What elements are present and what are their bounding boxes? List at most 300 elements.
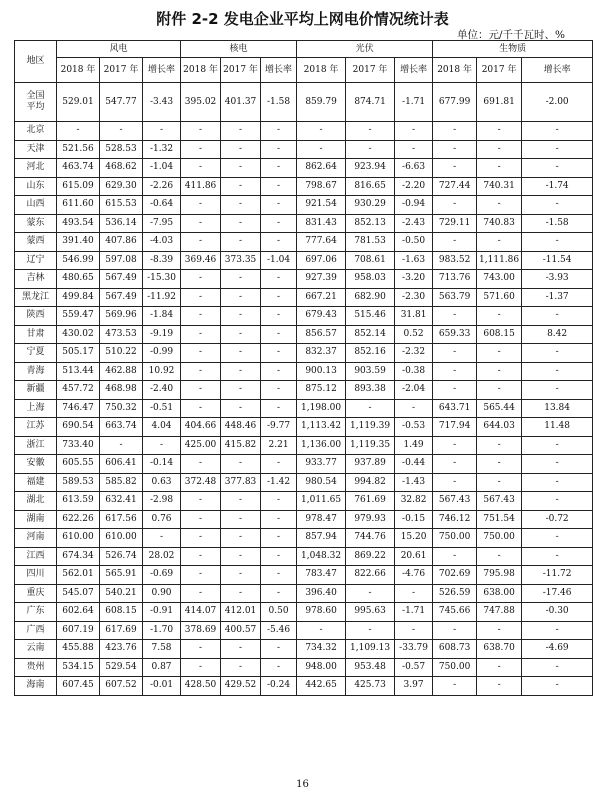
subheader-2018: 2018 年 xyxy=(433,58,477,83)
value-cell: - xyxy=(522,473,593,492)
value-cell: - xyxy=(346,584,395,603)
value-cell: - xyxy=(261,455,297,474)
value-cell: - xyxy=(261,270,297,289)
value-cell: - xyxy=(477,436,522,455)
value-cell: 632.41 xyxy=(100,492,143,511)
value-cell: 832.37 xyxy=(297,344,346,363)
value-cell: -9.77 xyxy=(261,418,297,437)
region-cell: 山东 xyxy=(15,177,57,196)
value-cell: - xyxy=(181,140,221,159)
value-cell: 663.74 xyxy=(100,418,143,437)
value-cell: - xyxy=(522,196,593,215)
value-cell: -1.58 xyxy=(261,83,297,122)
value-cell: - xyxy=(477,658,522,677)
value-cell: 455.88 xyxy=(57,640,100,659)
value-cell: - xyxy=(433,140,477,159)
region-cell: 甘肃 xyxy=(15,325,57,344)
region-cell: 河南 xyxy=(15,529,57,548)
value-cell: - xyxy=(221,510,261,529)
value-cell: -0.57 xyxy=(395,658,433,677)
value-cell: - xyxy=(221,159,261,178)
value-cell: - xyxy=(522,492,593,511)
value-cell: 679.43 xyxy=(297,307,346,326)
value-cell: 565.44 xyxy=(477,399,522,418)
table-row xyxy=(15,677,593,696)
price-table xyxy=(14,40,593,696)
value-cell: 468.62 xyxy=(100,159,143,178)
value-cell: - xyxy=(522,381,593,400)
table-row xyxy=(15,233,593,252)
value-cell: 933.77 xyxy=(297,455,346,474)
value-cell: 708.61 xyxy=(346,251,395,270)
value-cell: 629.30 xyxy=(100,177,143,196)
value-cell: 995.63 xyxy=(346,603,395,622)
value-cell: - xyxy=(261,492,297,511)
value-cell: - xyxy=(143,122,181,141)
value-cell: 526.74 xyxy=(100,547,143,566)
value-cell: - xyxy=(181,362,221,381)
value-cell: - xyxy=(261,196,297,215)
value-cell: 607.45 xyxy=(57,677,100,696)
value-cell: -1.84 xyxy=(143,307,181,326)
value-cell: 529.54 xyxy=(100,658,143,677)
value-cell: 615.09 xyxy=(57,177,100,196)
value-cell: - xyxy=(433,362,477,381)
value-cell: 468.98 xyxy=(100,381,143,400)
value-cell: 529.01 xyxy=(57,83,100,122)
value-cell: - xyxy=(221,122,261,141)
value-cell: - xyxy=(181,196,221,215)
value-cell: - xyxy=(221,547,261,566)
value-cell: - xyxy=(297,122,346,141)
value-cell: - xyxy=(181,325,221,344)
value-cell: - xyxy=(433,621,477,640)
value-cell: 869.22 xyxy=(346,547,395,566)
value-cell: - xyxy=(261,658,297,677)
table-row xyxy=(15,658,593,677)
region-cell: 安徽 xyxy=(15,455,57,474)
value-cell: 611.60 xyxy=(57,196,100,215)
value-cell: - xyxy=(522,233,593,252)
value-cell: - xyxy=(221,362,261,381)
value-cell: 1,048.32 xyxy=(297,547,346,566)
value-cell: - xyxy=(433,196,477,215)
value-cell: 816.65 xyxy=(346,177,395,196)
value-cell: 423.76 xyxy=(100,640,143,659)
value-cell: - xyxy=(181,381,221,400)
value-cell: - xyxy=(477,140,522,159)
value-cell: 567.43 xyxy=(433,492,477,511)
value-cell: -6.63 xyxy=(395,159,433,178)
value-cell: - xyxy=(181,658,221,677)
table-row xyxy=(15,159,593,178)
value-cell: -5.46 xyxy=(261,621,297,640)
value-cell: -9.19 xyxy=(143,325,181,344)
region-cell: 吉林 xyxy=(15,270,57,289)
region-cell: 辽宁 xyxy=(15,251,57,270)
region-cell: 广东 xyxy=(15,603,57,622)
value-cell: - xyxy=(522,140,593,159)
value-cell: 540.21 xyxy=(100,584,143,603)
value-cell: 798.67 xyxy=(297,177,346,196)
value-cell: 0.52 xyxy=(395,325,433,344)
value-cell: 729.11 xyxy=(433,214,477,233)
value-cell: 1,011.65 xyxy=(297,492,346,511)
value-cell: 0.76 xyxy=(143,510,181,529)
value-cell: 1,119.39 xyxy=(346,418,395,437)
value-cell: 690.54 xyxy=(57,418,100,437)
value-cell: 875.12 xyxy=(297,381,346,400)
value-cell: - xyxy=(261,177,297,196)
value-cell: -3.93 xyxy=(522,270,593,289)
value-cell: 513.44 xyxy=(57,362,100,381)
value-cell: - xyxy=(221,344,261,363)
value-cell: 0.87 xyxy=(143,658,181,677)
region-cell: 河北 xyxy=(15,159,57,178)
value-cell: 859.79 xyxy=(297,83,346,122)
table-row xyxy=(15,381,593,400)
value-cell: 747.88 xyxy=(477,603,522,622)
value-cell: - xyxy=(522,547,593,566)
value-cell: 411.86 xyxy=(181,177,221,196)
value-cell: 750.00 xyxy=(433,529,477,548)
value-cell: 602.64 xyxy=(57,603,100,622)
value-cell: 526.59 xyxy=(433,584,477,603)
value-cell: 783.47 xyxy=(297,566,346,585)
value-cell: -2.32 xyxy=(395,344,433,363)
value-cell: 563.79 xyxy=(433,288,477,307)
value-cell: 0.90 xyxy=(143,584,181,603)
value-cell: -2.20 xyxy=(395,177,433,196)
value-cell: - xyxy=(181,584,221,603)
value-cell: -1.63 xyxy=(395,251,433,270)
value-cell: 744.76 xyxy=(346,529,395,548)
value-cell: 874.71 xyxy=(346,83,395,122)
value-cell: - xyxy=(221,584,261,603)
value-cell: - xyxy=(261,529,297,548)
value-cell: 510.22 xyxy=(100,344,143,363)
table-row xyxy=(15,251,593,270)
value-cell: - xyxy=(297,140,346,159)
table-row xyxy=(15,566,593,585)
region-cell: 浙江 xyxy=(15,436,57,455)
value-cell: 457.72 xyxy=(57,381,100,400)
value-cell: - xyxy=(261,640,297,659)
value-cell: - xyxy=(297,621,346,640)
value-cell: - xyxy=(261,214,297,233)
value-cell: - xyxy=(395,399,433,418)
value-cell: -0.91 xyxy=(143,603,181,622)
value-cell: 667.21 xyxy=(297,288,346,307)
value-cell: 638.00 xyxy=(477,584,522,603)
value-cell: - xyxy=(221,214,261,233)
value-cell: - xyxy=(221,658,261,677)
value-cell: 927.39 xyxy=(297,270,346,289)
value-cell: 617.69 xyxy=(100,621,143,640)
table-row xyxy=(15,307,593,326)
value-cell: 1,111.86 xyxy=(477,251,522,270)
value-cell: - xyxy=(181,233,221,252)
value-cell: 740.83 xyxy=(477,214,522,233)
value-cell: 401.37 xyxy=(221,83,261,122)
value-cell: - xyxy=(261,288,297,307)
value-cell: - xyxy=(221,529,261,548)
value-cell: -0.24 xyxy=(261,677,297,696)
value-cell: 1,198.00 xyxy=(297,399,346,418)
value-cell: 750.00 xyxy=(477,529,522,548)
region-cell: 全国 平均 xyxy=(15,83,57,122)
value-cell: 31.81 xyxy=(395,307,433,326)
value-cell: - xyxy=(522,658,593,677)
value-cell: - xyxy=(346,140,395,159)
value-cell: -2.40 xyxy=(143,381,181,400)
value-cell: - xyxy=(261,344,297,363)
value-cell: -0.94 xyxy=(395,196,433,215)
value-cell: - xyxy=(522,122,593,141)
value-cell: - xyxy=(522,159,593,178)
value-cell: 597.08 xyxy=(100,251,143,270)
value-cell: 923.94 xyxy=(346,159,395,178)
value-cell: 644.03 xyxy=(477,418,522,437)
value-cell: 610.00 xyxy=(57,529,100,548)
value-cell: 983.52 xyxy=(433,251,477,270)
value-cell: 378.69 xyxy=(181,621,221,640)
value-cell: 856.57 xyxy=(297,325,346,344)
value-cell: 903.59 xyxy=(346,362,395,381)
value-cell: - xyxy=(522,307,593,326)
value-cell: - xyxy=(395,140,433,159)
value-cell: 930.29 xyxy=(346,196,395,215)
value-cell: -3.43 xyxy=(143,83,181,122)
value-cell: -1.58 xyxy=(522,214,593,233)
value-cell: 862.64 xyxy=(297,159,346,178)
value-cell: -0.44 xyxy=(395,455,433,474)
value-cell: 682.90 xyxy=(346,288,395,307)
value-cell: - xyxy=(433,122,477,141)
value-cell: 493.54 xyxy=(57,214,100,233)
page-title: 附件 2-2 发电企业平均上网电价情况统计表 xyxy=(156,10,449,28)
value-cell: -1.37 xyxy=(522,288,593,307)
value-cell: 852.16 xyxy=(346,344,395,363)
value-cell: -3.20 xyxy=(395,270,433,289)
value-cell: - xyxy=(522,362,593,381)
value-cell: - xyxy=(395,584,433,603)
table-row xyxy=(15,362,593,381)
value-cell: - xyxy=(261,325,297,344)
value-cell: - xyxy=(477,362,522,381)
table-row xyxy=(15,177,593,196)
value-cell: - xyxy=(433,547,477,566)
value-cell: 559.47 xyxy=(57,307,100,326)
value-cell: 659.33 xyxy=(433,325,477,344)
value-cell: -4.76 xyxy=(395,566,433,585)
table-row xyxy=(15,584,593,603)
value-cell: - xyxy=(522,436,593,455)
subheader-2017: 2017 年 xyxy=(100,58,143,83)
value-cell: - xyxy=(346,122,395,141)
value-cell: - xyxy=(181,455,221,474)
value-cell: 733.40 xyxy=(57,436,100,455)
value-cell: - xyxy=(477,621,522,640)
value-cell: - xyxy=(261,362,297,381)
region-cell: 四川 xyxy=(15,566,57,585)
value-cell: -2.26 xyxy=(143,177,181,196)
value-cell: 607.19 xyxy=(57,621,100,640)
value-cell: - xyxy=(181,344,221,363)
value-cell: 978.60 xyxy=(297,603,346,622)
value-cell: 567.43 xyxy=(477,492,522,511)
value-cell: 691.81 xyxy=(477,83,522,122)
subheader-growth: 增长率 xyxy=(143,58,181,83)
value-cell: 8.42 xyxy=(522,325,593,344)
value-cell: -1.04 xyxy=(261,251,297,270)
value-cell: - xyxy=(221,307,261,326)
value-cell: - xyxy=(477,381,522,400)
value-cell: 515.46 xyxy=(346,307,395,326)
value-cell: 13.84 xyxy=(522,399,593,418)
table-row xyxy=(15,492,593,511)
value-cell: -0.72 xyxy=(522,510,593,529)
value-cell: 677.99 xyxy=(433,83,477,122)
value-cell: - xyxy=(261,566,297,585)
value-cell: - xyxy=(477,473,522,492)
value-cell: 415.82 xyxy=(221,436,261,455)
value-cell: -33.79 xyxy=(395,640,433,659)
value-cell: 372.48 xyxy=(181,473,221,492)
value-cell: - xyxy=(143,436,181,455)
region-cell: 宁夏 xyxy=(15,344,57,363)
region-cell: 江苏 xyxy=(15,418,57,437)
value-cell: - xyxy=(181,399,221,418)
value-cell: -0.53 xyxy=(395,418,433,437)
value-cell: - xyxy=(395,621,433,640)
value-cell: 937.89 xyxy=(346,455,395,474)
value-cell: - xyxy=(221,399,261,418)
value-cell: 0.50 xyxy=(261,603,297,622)
value-cell: -1.70 xyxy=(143,621,181,640)
value-cell: - xyxy=(181,510,221,529)
value-cell: 702.69 xyxy=(433,566,477,585)
region-cell: 云南 xyxy=(15,640,57,659)
value-cell: -0.50 xyxy=(395,233,433,252)
value-cell: - xyxy=(57,122,100,141)
value-cell: - xyxy=(433,307,477,326)
value-cell: 0.63 xyxy=(143,473,181,492)
value-cell: 857.94 xyxy=(297,529,346,548)
value-cell: 900.13 xyxy=(297,362,346,381)
value-cell: 795.98 xyxy=(477,566,522,585)
value-cell: - xyxy=(221,381,261,400)
value-cell: - xyxy=(261,122,297,141)
value-cell: - xyxy=(261,140,297,159)
table-row xyxy=(15,140,593,159)
value-cell: 745.66 xyxy=(433,603,477,622)
value-cell: 528.53 xyxy=(100,140,143,159)
value-cell: - xyxy=(522,621,593,640)
value-cell: 638.70 xyxy=(477,640,522,659)
value-cell: - xyxy=(221,455,261,474)
value-cell: -0.51 xyxy=(143,399,181,418)
value-cell: - xyxy=(221,196,261,215)
value-cell: 521.56 xyxy=(57,140,100,159)
header-region: 地区 xyxy=(15,41,57,83)
value-cell: - xyxy=(477,344,522,363)
value-cell: 713.76 xyxy=(433,270,477,289)
subheader-2018: 2018 年 xyxy=(297,58,346,83)
value-cell: 615.53 xyxy=(100,196,143,215)
value-cell: -7.95 xyxy=(143,214,181,233)
table-row xyxy=(15,603,593,622)
value-cell: 569.96 xyxy=(100,307,143,326)
value-cell: 3.97 xyxy=(395,677,433,696)
value-cell: - xyxy=(261,381,297,400)
value-cell: -2.00 xyxy=(522,83,593,122)
value-cell: -2.30 xyxy=(395,288,433,307)
value-cell: 761.69 xyxy=(346,492,395,511)
value-cell: - xyxy=(433,344,477,363)
value-cell: - xyxy=(433,233,477,252)
value-cell: -4.69 xyxy=(522,640,593,659)
value-cell: 425.73 xyxy=(346,677,395,696)
value-cell: - xyxy=(181,492,221,511)
value-cell: 429.52 xyxy=(221,677,261,696)
value-cell: 607.52 xyxy=(100,677,143,696)
value-cell: 1,119.35 xyxy=(346,436,395,455)
value-cell: - xyxy=(221,233,261,252)
value-cell: - xyxy=(181,214,221,233)
value-cell: - xyxy=(221,325,261,344)
region-cell: 福建 xyxy=(15,473,57,492)
value-cell: - xyxy=(433,436,477,455)
value-cell: - xyxy=(433,381,477,400)
region-cell: 蒙西 xyxy=(15,233,57,252)
value-cell: -1.32 xyxy=(143,140,181,159)
value-cell: 953.48 xyxy=(346,658,395,677)
value-cell: - xyxy=(261,399,297,418)
value-cell: 448.46 xyxy=(221,418,261,437)
value-cell: 606.41 xyxy=(100,455,143,474)
value-cell: 462.88 xyxy=(100,362,143,381)
value-cell: 617.56 xyxy=(100,510,143,529)
table-row xyxy=(15,288,593,307)
value-cell: -15.30 xyxy=(143,270,181,289)
table-row xyxy=(15,418,593,437)
value-cell: 781.53 xyxy=(346,233,395,252)
value-cell: 893.38 xyxy=(346,381,395,400)
value-cell: 407.86 xyxy=(100,233,143,252)
value-cell: 571.60 xyxy=(477,288,522,307)
table-row xyxy=(15,510,593,529)
table-row xyxy=(15,344,593,363)
value-cell: 608.15 xyxy=(100,603,143,622)
value-cell: 605.55 xyxy=(57,455,100,474)
table-row xyxy=(15,196,593,215)
value-cell: -8.39 xyxy=(143,251,181,270)
value-cell: - xyxy=(477,677,522,696)
value-cell: -0.01 xyxy=(143,677,181,696)
value-cell: 391.40 xyxy=(57,233,100,252)
region-cell: 湖北 xyxy=(15,492,57,511)
value-cell: -0.15 xyxy=(395,510,433,529)
value-cell: 831.43 xyxy=(297,214,346,233)
value-cell: -2.04 xyxy=(395,381,433,400)
value-cell: - xyxy=(261,307,297,326)
region-cell: 新疆 xyxy=(15,381,57,400)
value-cell: 585.82 xyxy=(100,473,143,492)
region-cell: 广西 xyxy=(15,621,57,640)
value-cell: 404.66 xyxy=(181,418,221,437)
table-row xyxy=(15,83,593,122)
